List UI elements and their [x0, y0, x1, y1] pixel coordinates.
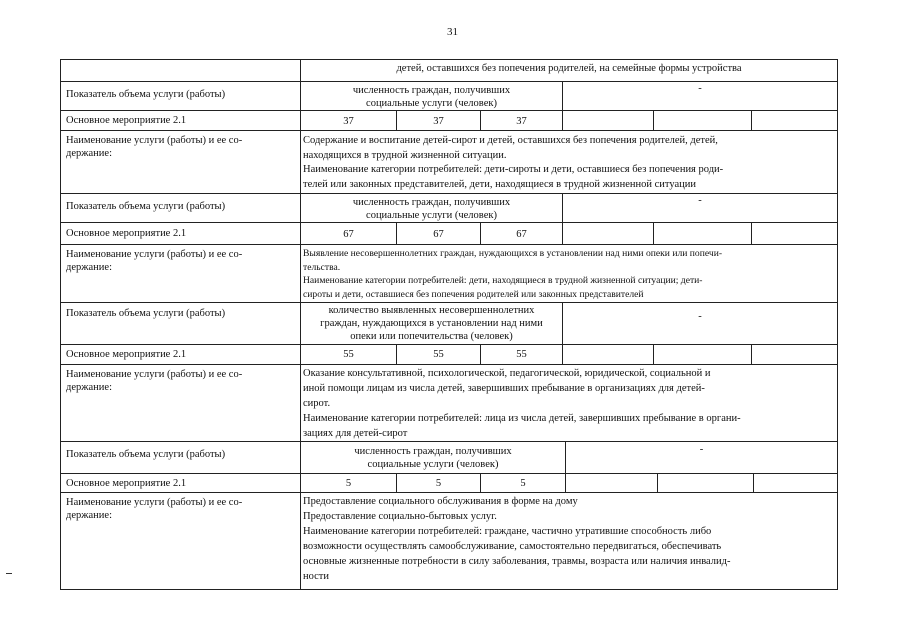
service-content [303, 134, 835, 192]
value-cell: 5 [345, 478, 352, 489]
value-cell: 67 [343, 229, 354, 240]
content-line: находящихся в трудной жизненной ситуации. [303, 149, 507, 161]
label-line: держание: [66, 382, 112, 393]
indicator-label: Показатель объема услуги (работы) [66, 89, 226, 100]
indicator-dash: - [698, 195, 702, 206]
service-name-label [62, 248, 300, 274]
indicator-line: опеки или попечительства (человек) [350, 331, 513, 342]
top-row-text: детей, оставшихся без попечения родителей, на семейные формы устройства [396, 63, 742, 74]
content-line: возможности осуществлять самообслуживание, самостоятельно передвигаться, обеспечивать [303, 541, 722, 552]
content-line: иной помощи лицам из числа детей, завершивших пребывание в организациях для детей- [303, 383, 705, 394]
label-line: держание: [66, 262, 112, 273]
service-name-label [62, 368, 300, 394]
label-line: держание: [66, 148, 112, 159]
indicator-label: Показатель объема услуги (работы) [66, 308, 226, 319]
content-line: Содержание и воспитание детей-сирот и детей, оставшихся без попечения родителей, детей, [303, 135, 718, 146]
service-content [303, 494, 835, 584]
page-number: 31 [447, 26, 458, 38]
value-cell: 55 [433, 349, 444, 360]
value-cell: 55 [343, 349, 354, 360]
content-line: Выявление несовершеннолетних граждан, нуждающихся в установлении над ними опеки или попечи- [303, 248, 723, 259]
indicator-value [301, 304, 562, 343]
content-line: ности [303, 571, 329, 582]
label-line: держание: [66, 510, 112, 521]
service-name-label [62, 496, 300, 522]
indicator-line: граждан, нуждающихся в установлении над ними [320, 318, 543, 329]
value-cell: 55 [516, 349, 527, 360]
margin-mark [6, 573, 12, 574]
value-cell: 67 [433, 229, 444, 240]
service-name-label [62, 134, 300, 160]
content-line: Наименование категории потребителей: граждане, частично утратившие способность либо [303, 526, 712, 537]
value-cell: 67 [516, 229, 527, 240]
content-line: сироты и дети, оставшиеся без попечения родителей или законных представителей [303, 288, 644, 300]
label-line: Наименование услуги (работы) и ее со- [66, 497, 243, 508]
indicator-line: количество выявленных несовершеннолетних [328, 305, 535, 316]
value-cell: 37 [433, 116, 444, 127]
indicator-line: социальные услуги (человек) [367, 459, 499, 470]
service-content [303, 366, 835, 441]
value-cell: 37 [516, 116, 527, 127]
content-line: Предоставление социально-бытовых услуг. [303, 511, 497, 522]
indicator-value [301, 84, 562, 110]
indicator-line: социальные услуги (человек) [366, 98, 497, 109]
content-line: Предоставление социального обслуживания в форме на дому [303, 496, 578, 507]
indicator-line: численность граждан, получивших [354, 446, 512, 457]
content-line: тельства. [303, 261, 341, 273]
value-cell: 5 [520, 478, 526, 489]
activity-label: Основное мероприятие 2.1 [66, 349, 187, 360]
content-line: Оказание консультативной, психологической, педагогической, юридической, социальной и [303, 368, 711, 379]
activity-label: Основное мероприятие 2.1 [66, 228, 187, 239]
activity-label: Основное мероприятие 2.1 [66, 478, 187, 489]
indicator-dash: - [698, 311, 702, 322]
content-line: основные жизненные потребности в силу заболевания, травмы, возраста или наличия инвалид- [303, 556, 731, 567]
indicator-line: социальные услуги (человек) [366, 210, 497, 221]
label-line: Наименование услуги (работы) и ее со- [66, 249, 243, 260]
content-line: Наименование категории потребителей: дети-сироты и дети, оставшиеся без попечения роди- [303, 164, 724, 175]
label-line: Наименование услуги (работы) и ее со- [66, 135, 243, 146]
content-line: зациях для детей-сирот [303, 428, 408, 439]
indicator-line: численность граждан, получивших [352, 197, 511, 208]
service-content [303, 247, 835, 301]
indicator-line: численность граждан, получивших [352, 85, 511, 96]
content-line: сирот. [303, 398, 331, 409]
content-line: Наименование категории потребителей: дети, находящиеся в трудной жизненной ситуации; дети- [303, 275, 703, 286]
content-line: Наименование категории потребителей: лица из числа детей, завершивших пребывание в органи- [303, 413, 741, 424]
indicator-label: Показатель объема услуги (работы) [66, 201, 226, 212]
value-cell: 37 [343, 116, 354, 127]
indicator-dash: - [699, 444, 704, 455]
activity-label: Основное мероприятие 2.1 [66, 115, 187, 126]
indicator-value [301, 196, 562, 222]
indicator-dash: - [698, 83, 702, 94]
indicator-value [301, 445, 565, 471]
content-line: телей или законных представителей, дети, находящиеся в трудной жизненной ситуации [303, 178, 696, 190]
label-line: Наименование услуги (работы) и ее со- [66, 369, 243, 380]
indicator-label: Показатель объема услуги (работы) [66, 449, 226, 460]
value-cell: 5 [435, 478, 442, 489]
